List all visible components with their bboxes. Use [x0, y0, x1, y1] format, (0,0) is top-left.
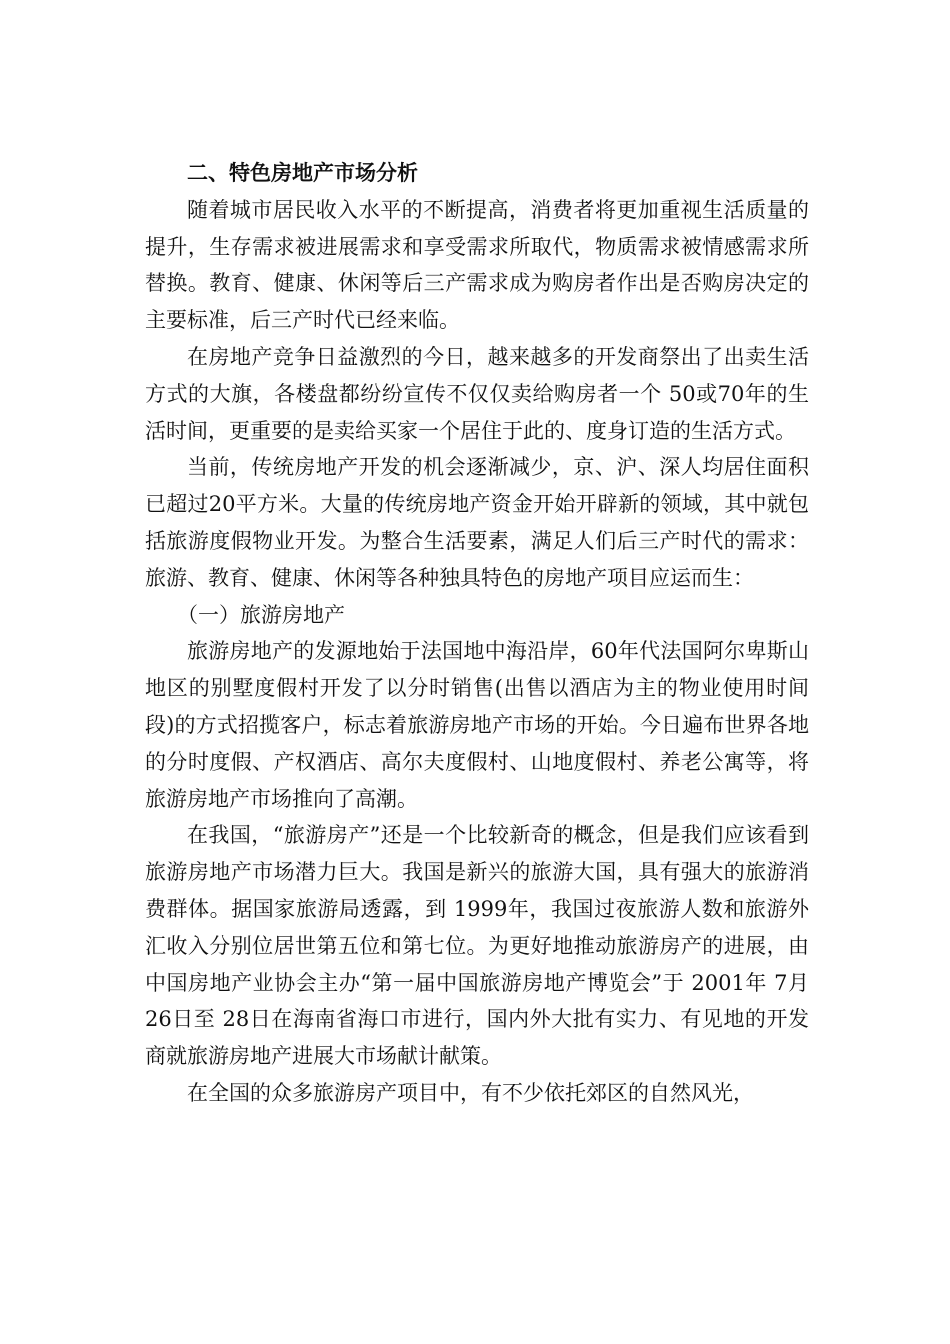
paragraph: 在全国的众多旅游房产项目中，有不少依托郊区的自然风光， [187, 1080, 754, 1105]
subsection-title: （一）旅游房地产 [177, 602, 345, 627]
paragraph: 在我国，“旅游房产”还是一个比较新奇的概念，但是我们应该看到旅游房地产市场潜力巨大。我国是新兴的旅游大国，具有强大的旅游消费群体。据国家旅游局透露，到 1999年，我国过夜旅游人数和旅游外汇收入分别位居世第五位和第七位。为更好地推动旅游房产的进展，由中国房地产业协会主办“第一届中国旅游房地产博览会”于 2001年 7月 26日至 28日在海南省海口市进行，国内外大批有实力、有见地的开发商就旅游房地产进展大市场献计献策。 [145, 823, 809, 1069]
section-title: 二、特色房地产市场分析 [187, 160, 418, 185]
paragraph: 旅游房地产的发源地始于法国地中海沿岸，60年代法国阿尔卑斯山地区的别墅度假村开发了以分时销售(出售以酒店为主的物业使用时间段)的方式招揽客户，标志着旅游房地产市场的开始。今日遍布世界各地的分时度假、产权酒店、高尔夫度假村、山地度假村、养老公寓等，将旅游房地产市场推向了高潮。 [145, 639, 809, 811]
document-body [145, 155, 809, 1112]
paragraph: 在房地产竞争日益激烈的今日，越来越多的开发商祭出了出卖生活方式的大旗，各楼盘都纷纷宣传不仅仅卖给购房者一个 50或70年的生活时间，更重要的是卖给买家一个居住于此的、度身订造的生活方式。 [145, 344, 809, 443]
paragraph: 随着城市居民收入水平的不断提高，消费者将更加重视生活质量的提升，生存需求被进展需求和享受需求所取代，物质需求被情感需求所替换。教育、健康、休闲等后三产需求成为购房者作出是否购房决定的主要标准，后三产时代已经来临。 [145, 197, 809, 333]
paragraph: 当前，传统房地产开发的机会逐渐减少，京、沪、深人均居住面积已超过20平方米。大量的传统房地产资金开始开辟新的领域，其中就包括旅游度假物业开发。为整合生活要素，满足人们后三产时代的需求：旅游、教育、健康、休闲等各种独具特色的房地产项目应运而生： [145, 455, 809, 590]
